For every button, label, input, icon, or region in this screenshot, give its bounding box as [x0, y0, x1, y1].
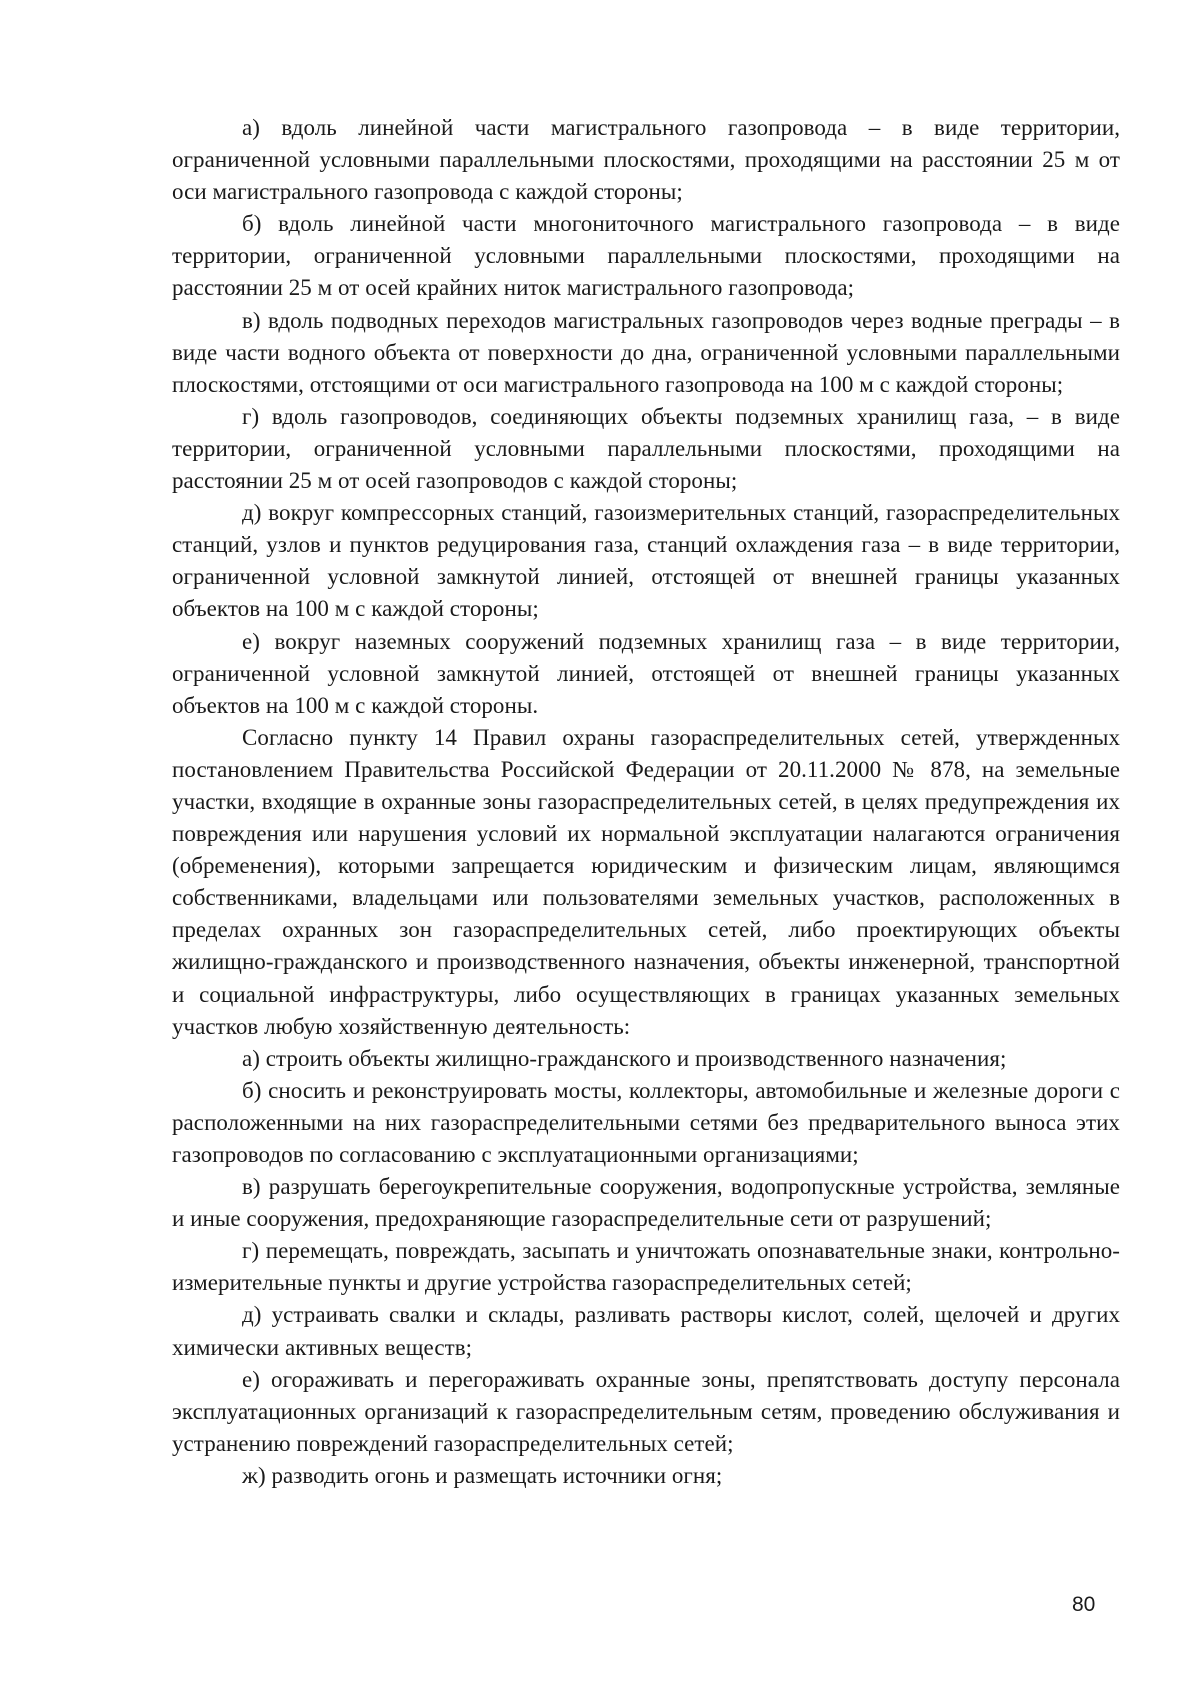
- paragraph-g-storage-pipelines: г) вдоль газопроводов, соединяющих объекты подземных хранилищ газа, – в виде территории, ограниченной условными параллельными плоскостями, проходящими на расстоянии 25 м от осей газопроводов с каждой стороны;: [172, 403, 1120, 494]
- paragraph-e-ground-structures: е) вокруг наземных сооружений подземных хранилищ газа – в виде территории, ограниченной условной замкнутой линией, отстоящей от внешней границы указанных объектов на 100 м с каждой стороны.: [172, 628, 1120, 718]
- paragraph-d-compressor-stations: д) вокруг компрессорных станций, газоизмерительных станций, газораспределительных станций, узлов и пунктов редуцирования газа, станций охлаждения газа – в виде территории, ограниченной условной замкнутой линией, отстоящей от внешней границы указанных объектов на 100 м с каждой стороны;: [172, 500, 1120, 622]
- list-item-v-destroy: в) разрушать берегоукрепительные сооружения, водопропускные устройства, земляные и иные сооружения, предохраняющие газораспределительные сети от разрушений;: [172, 1174, 1120, 1232]
- list-item-d-dumps: д) устраивать свалки и склады, разливать растворы кислот, солей, щелочей и других химически активных веществ;: [172, 1302, 1120, 1360]
- list-item-e-fence: е) огораживать и перегораживать охранные зоны, препятствовать доступу персонала эксплуатационных организаций к газораспределительным сетям, проведению обслуживания и устранению повреждений газораспределительных сетей;: [172, 1366, 1120, 1456]
- paragraph-a-linear-pipeline: а) вдоль линейной части магистрального газопровода – в виде территории, ограниченной условными параллельными плоскостями, проходящими на расстоянии 25 м от оси магистрального газопровода с каждой стороны;: [172, 115, 1120, 205]
- page-number: 80: [1072, 1593, 1096, 1616]
- paragraph-v-underwater-crossings: в) вдоль подводных переходов магистральных газопроводов через водные преграды – в виде части водного объекта от поверхности до дна, ограниченной условными параллельными плоскостями, отстоящими от оси магистрального газопровода на 100 м с каждой стороны;: [172, 307, 1120, 397]
- paragraph-b-multi-line-pipeline: б) вдоль линейной части многониточного магистрального газопровода – в виде территории, ограниченной условными параллельными плоскостями, проходящими на расстоянии 25 м от осей крайних ниток магистрального газопровода;: [172, 211, 1120, 301]
- list-item-a-build: а) строить объекты жилищно-гражданского и производственного назначения;: [242, 1045, 1007, 1071]
- list-item-b-demolish: б) сносить и реконструировать мосты, коллекторы, автомобильные и железные дороги с расположенными на них газораспределительными сетями без предварительного выноса этих газопроводов по согласованию с эксплуатационными организациями;: [172, 1077, 1120, 1167]
- list-item-zh-fire: ж) разводить огонь и размещать источники огня;: [242, 1462, 723, 1488]
- list-item-g-move-signs: г) перемещать, повреждать, засыпать и уничтожать опознавательные знаки, контрольно-измерительные пункты и другие устройства газораспределительных сетей;: [172, 1238, 1120, 1296]
- page-body: [172, 112, 1120, 1492]
- paragraph-rules-point-14: Согласно пункту 14 Правил охраны газораспределительных сетей, утвержденных постановлением Правительства Российской Федерации от 20.11.2000 № 878, на земельные участки, входящие в охранные зоны газораспределительных сетей, в целях предупреждения их повреждения или нарушения условий их нормальной эксплуатации налагаются ограничения (обременения), которыми запрещается юридическим и физическим лицам, являющимся собственниками, владельцами или пользователями земельных участков, расположенных в пределах охранных зон газораспределительных сетей, либо проектирующих объекты жилищно-гражданского и производственного назначения, объекты инженерной, транспортной и социальной инфраструктуры, либо осуществляющих в границах указанных земельных участков любую хозяйственную деятельность:: [172, 724, 1120, 1039]
